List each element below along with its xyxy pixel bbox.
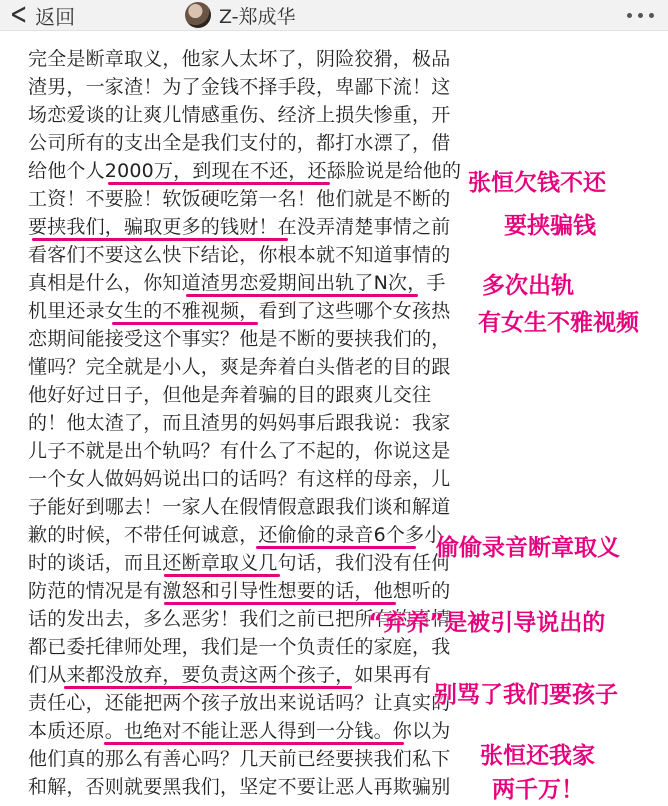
post-line: 话的发出去，多么恶劣！我们之前已把所有的事情 — [28, 608, 451, 630]
username[interactable]: Z-郑成华 — [219, 5, 296, 28]
post-line: 机里还录女生的不雅视频，看到了这些哪个女孩热 — [28, 300, 451, 322]
post-line: 时的谈话，而且还断章取义几句话，我们没有任何 — [28, 552, 451, 574]
post-line: 他们真的那么有善心吗？几天前已经要挟我们私下 — [28, 748, 451, 770]
post-line: 责任心，还能把两个孩子放出来说话吗？让真实的 — [28, 692, 451, 714]
post-content-area — [0, 31, 668, 806]
highlight-underline — [108, 182, 330, 185]
annotation-note: 多次出轨 — [482, 273, 574, 299]
post-line: 们从来都没放弃，要负责这两个孩子，如果再有 — [28, 664, 432, 686]
more-dot-icon — [627, 13, 632, 18]
highlight-underline — [186, 294, 418, 297]
highlight-underline — [164, 574, 280, 577]
highlight-underline — [256, 546, 416, 549]
post-line: 防范的情况是有激怒和引导性想要的话，他想听的 — [28, 580, 451, 602]
post-line: 都已委托律师处理，我们是一个负责任的家庭，我 — [28, 636, 451, 658]
post-line: 恋期间能接受这个事实？他是不断的要挟我们的， — [28, 328, 451, 350]
avatar[interactable] — [185, 2, 211, 28]
annotation-note: 张恒欠钱不还 — [468, 170, 606, 196]
post-line: 要挟我们，骗取更多的钱财！在没弄清楚事情之前 — [28, 216, 451, 238]
user-header[interactable] — [185, 0, 296, 30]
post-line: 儿子不就是出个轨吗？有什么了不起的，你说这是 — [28, 440, 451, 462]
post-line: 完全是断章取义，他家人太坏了，阴险狡猾，极品 — [28, 48, 451, 70]
post-line: 真相是什么，你知道渣男恋爱期间出轨了N次，手 — [28, 272, 446, 294]
more-dot-icon — [638, 13, 643, 18]
annotation-note: 偷偷录音断章取义 — [436, 535, 620, 561]
post-line: 和解，否则就要黑我们，坚定不要让恶人再欺骗别 — [28, 776, 451, 798]
post-line: 给他个人2000万，到现在不还，还舔脸说是给他的 — [28, 160, 462, 182]
post-line: 场恋爱谈的让爽儿情感重伤、经济上损失惨重，开 — [28, 104, 451, 126]
highlight-underline — [112, 322, 258, 325]
annotation-note: 张恒还我家 — [480, 743, 595, 769]
highlight-underline — [32, 238, 288, 241]
post-line: 本质还原。也绝对不能让恶人得到一分钱。你以为 — [28, 720, 451, 742]
post-line: 子能好到哪去！一家人在假情假意跟我们谈和解道 — [28, 496, 451, 518]
more-options-button[interactable] — [627, 0, 654, 30]
post-line: 渣男，一家渣！为了金钱不择手段，卑鄙下流！这 — [28, 76, 451, 98]
annotation-note: 两千万！ — [492, 777, 584, 803]
post-line: 懂吗？完全就是小人，爽是奔着白头偕老的目的跟 — [28, 356, 451, 378]
post-line: 工资！不要脸！软饭硬吃第一名！他们就是不断的 — [28, 188, 451, 210]
post-line: 一个女人做妈妈说出口的话吗？有这样的母亲，儿 — [28, 468, 451, 490]
highlight-underline — [104, 742, 404, 745]
highlight-underline — [164, 602, 396, 605]
chevron-left-icon: < — [9, 0, 28, 32]
annotation-note: 别骂了我们要孩子 — [434, 682, 618, 708]
post-line: 公司所有的支出全是我们支付的，都打水漂了，借 — [28, 132, 451, 154]
back-button[interactable] — [6, 0, 75, 30]
more-dot-icon — [649, 13, 654, 18]
top-navigation-bar — [0, 0, 668, 31]
annotation-note: “弃养”是被引导说出的 — [368, 610, 606, 636]
annotation-note: 要挟骗钱 — [504, 213, 596, 239]
highlight-underline — [64, 686, 352, 689]
post-line: 的！他太渣了，而且渣男的妈妈事后跟我说：我家 — [28, 412, 451, 434]
post-line: 看客们不要这么快下结论，你根本就不知道事情的 — [28, 244, 451, 266]
post-line: 歉的时候，不带任何诚意，还偷偷的录音6个多小 — [28, 524, 444, 546]
annotation-note: 有女生不雅视频 — [478, 310, 639, 336]
post-line: 他好好过日子，但他是奔着骗的目的跟爽儿交往 — [28, 384, 432, 406]
back-label: 返回 — [35, 4, 76, 29]
